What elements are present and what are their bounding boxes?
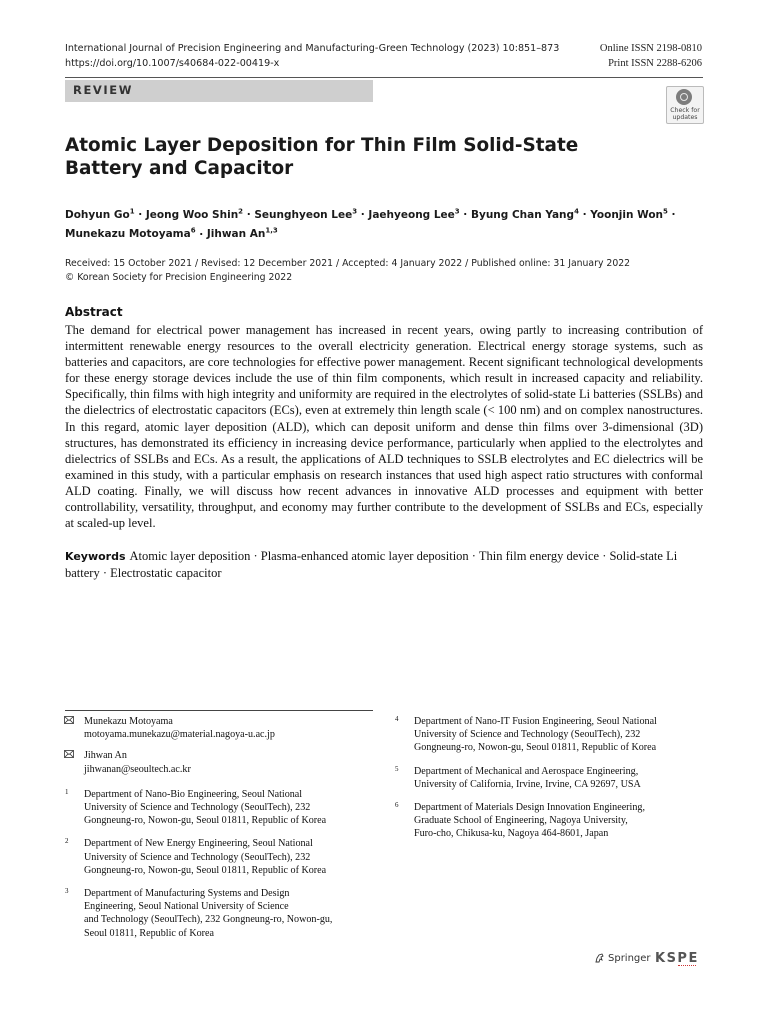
footnote-text	[84, 788, 375, 828]
footnote-line: Department of Nano-Bio Engineering, Seoul National	[84, 788, 303, 800]
online-issn: Online ISSN 2198-0810	[599, 43, 702, 54]
footnote-line: University of Science and Technology (SeoulTech), 232	[414, 729, 641, 741]
footnote-text	[414, 765, 705, 791]
footnote-line: Furo-cho, Chikusa-ku, Nagoya 464-8601, Japan	[414, 828, 609, 840]
author-name	[146, 209, 243, 221]
print-issn: Print ISSN 2288-6206	[608, 58, 702, 69]
author-affiliation-mark: 1,3	[265, 226, 278, 235]
kspe-logo-underline	[678, 965, 696, 968]
keywords-block	[65, 548, 703, 582]
footnote-number: 3	[65, 887, 69, 896]
check-updates-line2: updates	[672, 114, 698, 121]
footnote-line: Gongneung-ro, Nowon-gu, Seoul 01811, Republic of Korea	[84, 815, 327, 827]
author-affiliation-mark: 2	[238, 207, 244, 215]
author-name-text: Byung Chan Yang	[470, 208, 575, 221]
footnotes-right	[395, 715, 705, 849]
footnote-line: Gongneung-ro, Nowon-gu, Seoul 01811, Republic of Korea	[414, 742, 657, 754]
journal-header	[65, 41, 559, 71]
footnote-item	[395, 765, 705, 791]
keywords-label: Keywords	[65, 550, 126, 563]
footnote-rule	[65, 710, 373, 711]
copyright-line: © Korean Society for Precision Engineering 2022	[65, 272, 293, 283]
check-updates-line1: Check for	[670, 107, 700, 114]
author-name	[254, 209, 357, 221]
footnote-number: 5	[395, 764, 399, 773]
publication-history	[65, 257, 705, 285]
footnote-line: Gongneung-ro, Nowon-gu, Seoul 01811, Republic of Korea	[84, 864, 327, 876]
footnote-text	[84, 887, 375, 940]
check-for-updates-badge[interactable]	[666, 86, 704, 124]
footnote-line: Jihwan An	[84, 750, 127, 762]
footnote-text	[84, 715, 375, 741]
author-name-text: Jihwan An	[206, 228, 266, 240]
header-rule	[65, 77, 703, 78]
author-affiliation-mark: 4	[574, 207, 579, 215]
article-title: Atomic Layer Deposition for Thin Film Solid-State Battery and Capacitor	[65, 135, 579, 179]
abstract-heading: Abstract	[65, 305, 123, 319]
abstract-text: The demand for electrical power management has increased in recent years, owing partly to increasing contribution of intermittent renewable energy resources to the overall electricity generation. Electrical energy storage systems, such as batteries and capacitors, are core technologies for effective power management. Recent significant technological developments for these energy storage devices include the use of thin film components, which result in increased capacity and reliability. Specifically, thin films with high integrity and uniformity are required in the electrolytes of solid-state Li batteries (SSLBs) and the dielectrics of electrostatic capacitors (ECs), even at extremely thin length scale (< 100 nm) and on complex nanostructures. In this regard, atomic layer deposition (ALD), which can deposit uniform and dense thin films over 3-dimensional (3D) structures, has demonstrated its efficiency in increasing device performance, particularly when applied to the electrolytes and dielectrics of SSLBs and ECs. As a result, the applications of ALD techniques to SSLB electrolytes and EC dielectrics will be examined in this study, with a particular emphasis on research instances that used high aspect ratio structures with conformal ALD coating. Finally, we will discuss how recent advances in innovative ALD processes and equipment with better controllability, versatility, throughput, and economy may further contribute to the development of SSLBs and ECs, especially at scaled-up level.	[65, 323, 703, 531]
section-label: REVIEW	[73, 83, 134, 97]
author-affiliation-mark: 6	[190, 226, 196, 235]
author-name-text: Seunghyeon Lee	[254, 208, 353, 221]
author-affiliation-mark: 1	[129, 207, 135, 215]
footnote-line: Department of Nano-IT Fusion Engineering, Seoul National	[414, 716, 657, 727]
footnote-line[interactable]: jihwanan@seoultech.ac.kr	[84, 763, 191, 775]
footnote-line: Department of Mechanical and Aerospace Engineering,	[414, 765, 639, 777]
author-name-text: Munekazu Motoyama	[65, 228, 191, 240]
author-name-text: Jeong Woo Shin	[145, 208, 239, 221]
envelope-icon	[64, 750, 74, 758]
footnote-number: 1	[65, 787, 69, 796]
footnote-line: Department of Materials Design Innovation Engineering,	[414, 802, 645, 814]
footnote-line: University of Science and Technology (SeoulTech), 232	[84, 851, 311, 863]
dates-line: Received: 15 October 2021 / Revised: 12 December 2021 / Accepted: 4 January 2022 / Published online: 31 January 2022	[65, 258, 631, 269]
footnote-item	[65, 788, 375, 828]
footnote-line[interactable]: motoyama.munekazu@material.nagoya-u.ac.jp	[84, 729, 275, 741]
footnote-line: Department of Manufacturing Systems and Design	[84, 888, 290, 900]
springer-horse-icon	[594, 953, 605, 964]
footnote-number: 4	[395, 715, 399, 723]
footnote-item	[65, 749, 375, 775]
springer-label: Springer	[608, 953, 651, 964]
footnote-item	[65, 715, 375, 741]
footnote-text	[414, 715, 705, 755]
footnote-item	[395, 801, 705, 841]
author-name	[207, 228, 278, 240]
check-for-updates-icon	[676, 89, 692, 105]
footnote-number: 2	[65, 837, 69, 846]
footnote-number: 6	[395, 801, 399, 810]
issn-block	[600, 41, 702, 71]
footnote-item	[65, 837, 375, 877]
footnote-line: Engineering, Seoul National University of Science	[84, 901, 289, 913]
footnote-text	[84, 749, 375, 775]
author-affiliation-mark: 3	[454, 207, 460, 215]
keywords-text: Atomic layer deposition · Plasma-enhanced atomic layer deposition · Thin film energy device · Solid-state Li battery · Electrostatic capacitor	[65, 549, 678, 580]
author-affiliation-mark: 5	[663, 207, 668, 215]
author-list: Dohyun $Go^1$ · Jeong Woo Shin$^2$ · Seunghyeon Lee$^3$ · Jaehyeong Lee$^3$ · Byung Chan Yang$^4$ · Yoonjin Won$^5$ · Munekazu Motoyama$^6$ · Jihwan An$^{1,3}$	[65, 207, 676, 240]
author-name	[471, 209, 579, 221]
author-name	[368, 209, 459, 221]
author-name-text: Jaehyeong Lee	[368, 208, 455, 221]
footnote-line: University of California, Irvine, Irvine, CA 92697, USA	[414, 778, 641, 790]
author-name	[590, 209, 668, 221]
footnote-item	[65, 887, 375, 940]
footnote-text	[84, 837, 375, 877]
footnote-line: Munekazu Motoyama	[84, 716, 173, 727]
doi-link[interactable]: https://doi.org/10.1007/s40684-022-00419-x	[65, 58, 280, 69]
author-name	[65, 209, 135, 221]
author-name-text: Dohyun Go	[65, 208, 130, 221]
kspe-logo: KSPE	[655, 951, 699, 966]
author-name-text: Yoonjin Won	[590, 208, 664, 221]
springer-logo	[594, 953, 651, 964]
author-affiliation-mark: 3	[352, 207, 358, 215]
journal-line: International Journal of Precision Engineering and Manufacturing-Green Technology (2023) 10:851–873	[65, 43, 560, 54]
footnote-line: University of Science and Technology (SeoulTech), 232	[84, 802, 311, 814]
footnote-line: Graduate School of Engineering, Nagoya University,	[414, 815, 628, 827]
footnote-line: Department of New Energy Engineering, Seoul National	[84, 838, 313, 850]
author-name	[65, 228, 196, 240]
footnote-text	[414, 801, 705, 841]
envelope-icon	[64, 716, 74, 724]
footnote-line: and Technology (SeoulTech), 232 Gongneung-ro, Nowon-gu,	[84, 914, 333, 926]
footnotes-left	[65, 715, 375, 948]
footnote-line: Seoul 01811, Republic of Korea	[84, 927, 214, 939]
footnote-item	[395, 715, 705, 755]
